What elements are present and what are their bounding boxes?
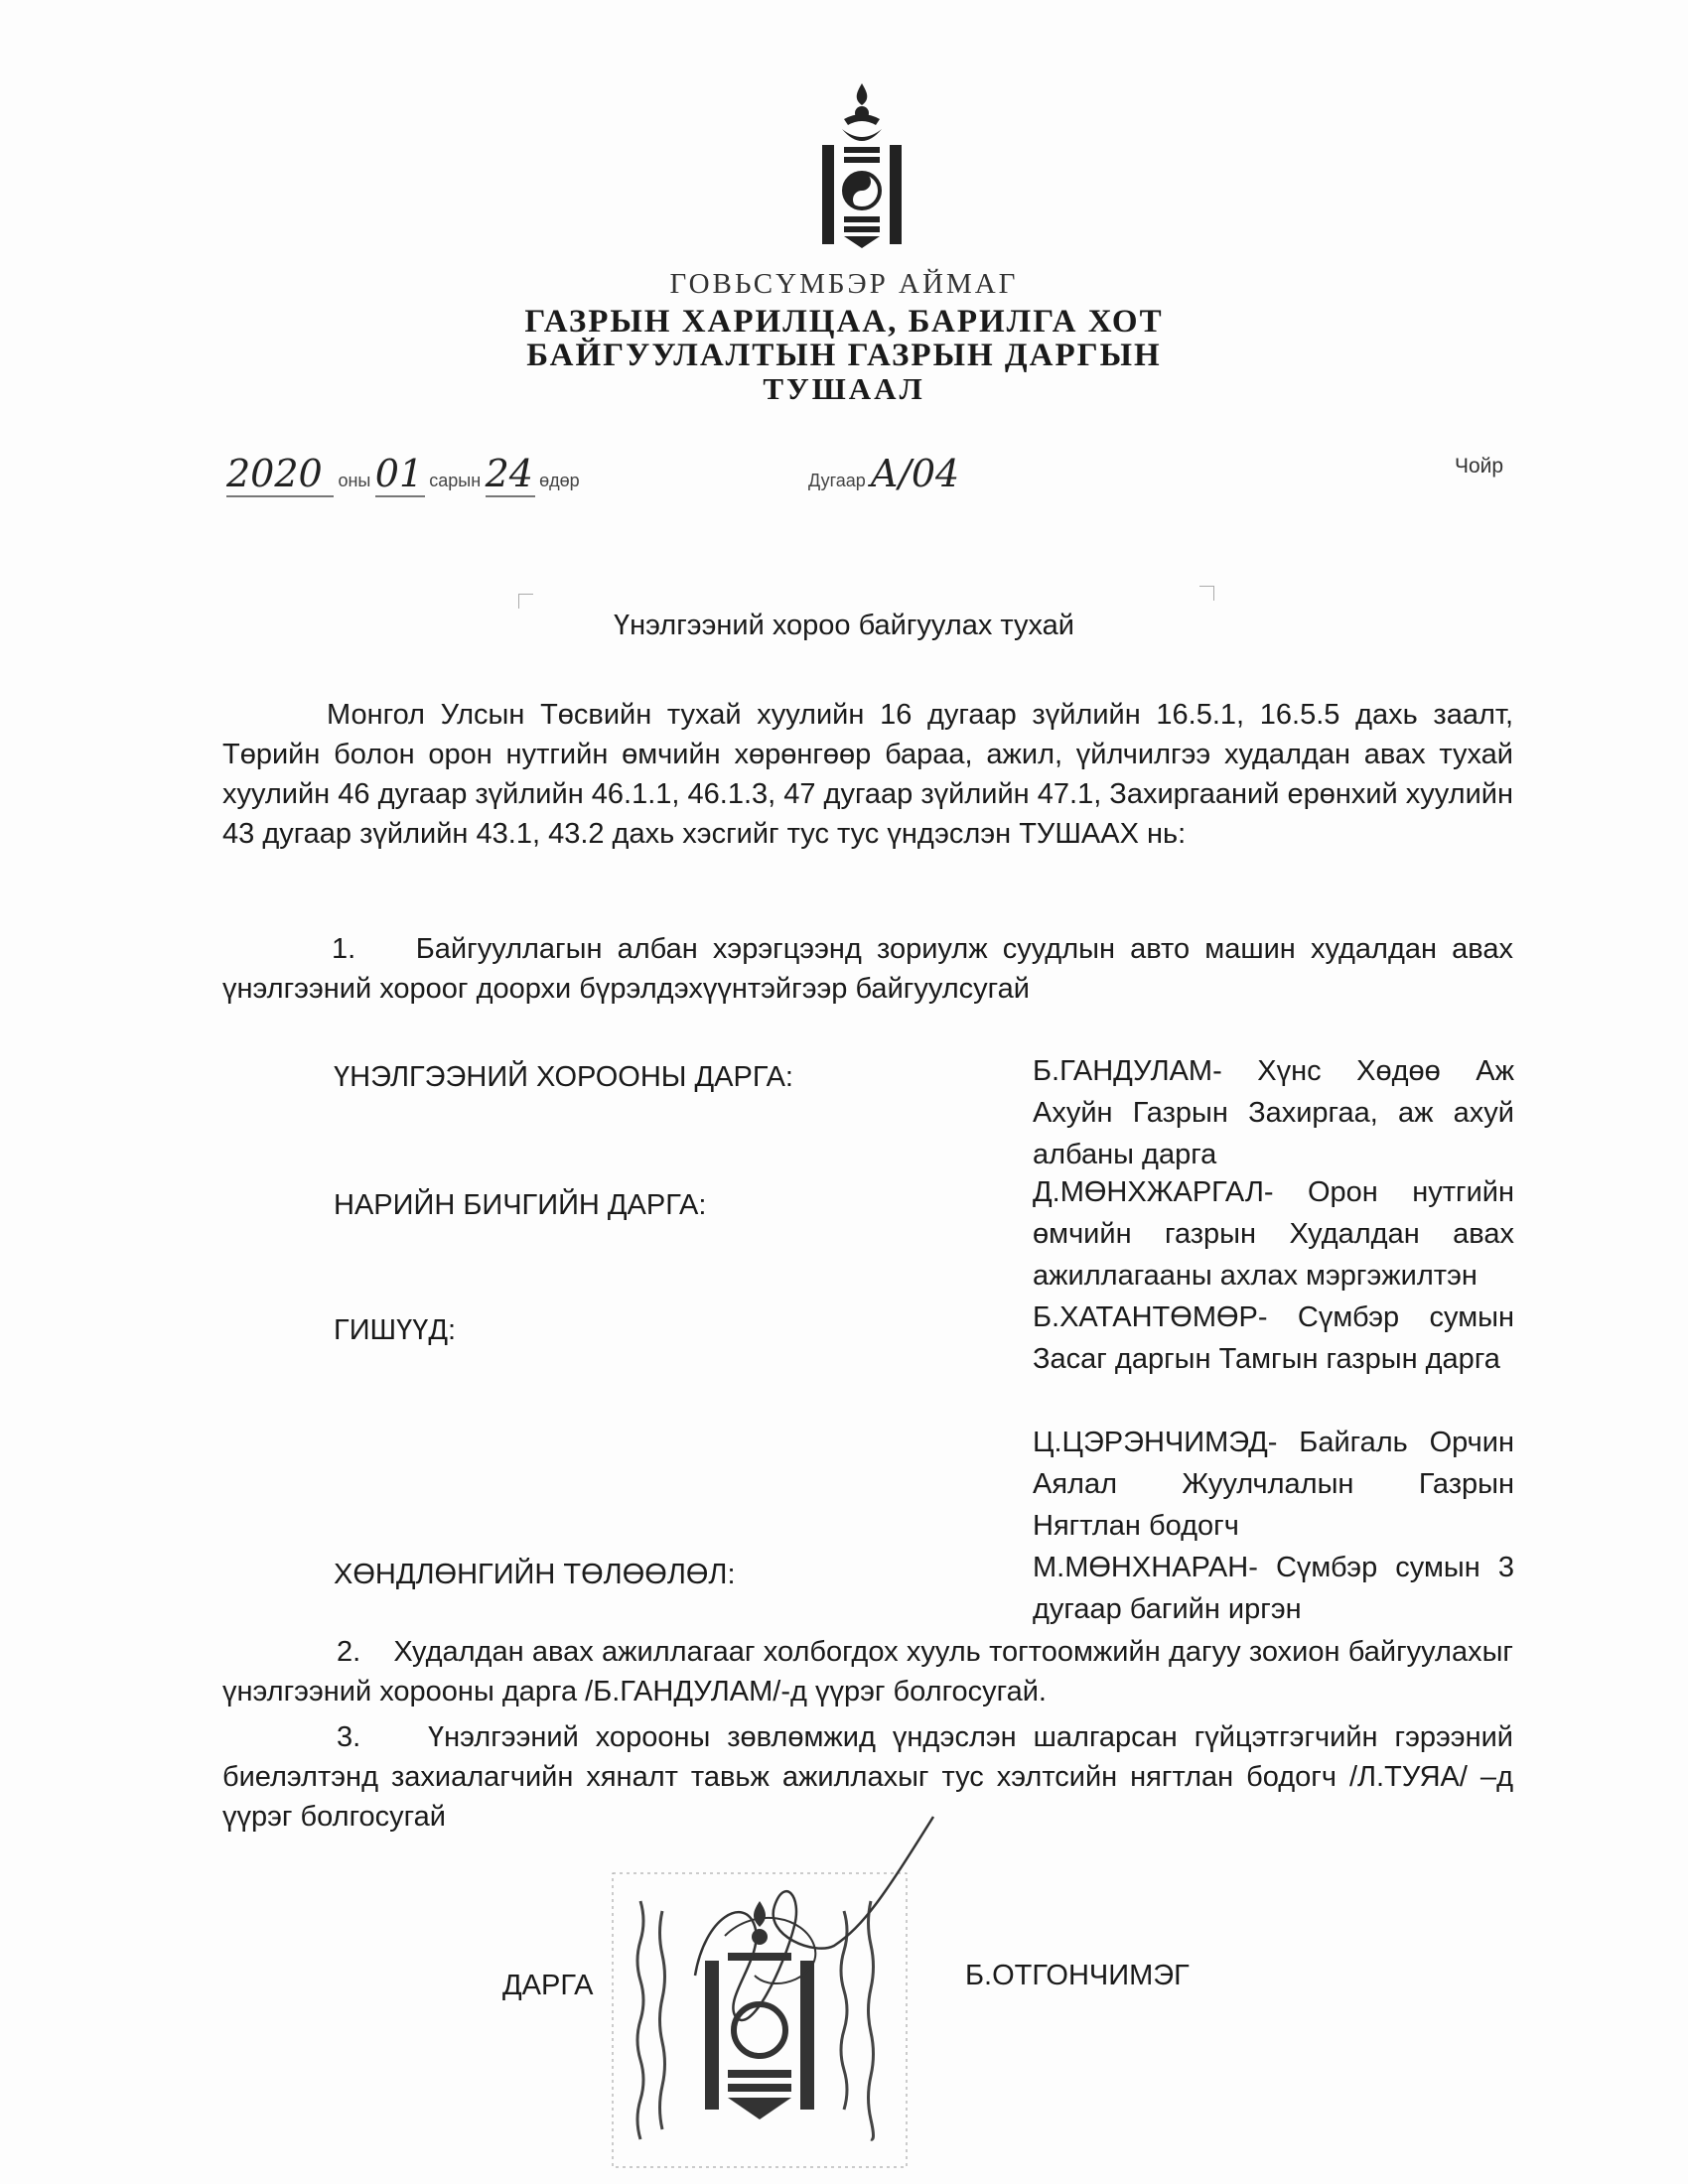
item-2-number: 2. (337, 1636, 361, 1668)
secretary-name: Д.МӨНХЖАРГАЛ- Орон нутгийн өмчийн газрын Худалдан авах ажиллагааны ахлах мэргэжилтэн (1033, 1176, 1514, 1292)
observer-role: ХӨНДЛӨНГИЙН ТӨЛӨӨЛӨЛ: (334, 1559, 736, 1590)
date-month: 01 (374, 452, 424, 495)
org-heading-line1: ГАЗРЫН ХАРИЛЦАА, БАРИЛГА ХОТ (524, 304, 1164, 340)
item-2 (222, 1632, 1513, 1711)
corner-mark-right (1199, 586, 1214, 601)
date-year: 2020 (226, 452, 334, 497)
org-heading-line2: БАЙГУУЛАЛТЫН ГАЗРЫН ДАРГЫН (526, 338, 1162, 373)
preamble-paragraph: Монгол Улсын Төсвийн тухай хуулийн 16 дугаар зүйлийн 16.5.1, 16.5.5 дахь заалт, Төрийн болон орон нутгийн өмчийн хөрөнгөөр бараа, ажил, үйлчилгээ худалдан авах тухай хуулийн 46 дугаар зүйлийн 46.1.1, 46.1.3, 47 дугаар зүйлийн 47.1, Захиргааний ерөнхий хуулийн 43 дугаар зүйлийн 43.1, 43.2 дахь хэсгийг тус тус үндэслэн ТУШААХ нь: (222, 699, 1514, 850)
soyombo-emblem-icon (814, 79, 910, 253)
province-heading: ГОВЬСҮМБЭР АЙМАГ (669, 268, 1019, 300)
doc-type-heading: ТУШААЛ (763, 371, 925, 406)
date-month-suffix: сарын (429, 471, 482, 490)
signatory-title: ДАРГА (502, 1970, 594, 2001)
order-number-label: Дугаар (808, 471, 866, 490)
order-number (808, 452, 1007, 501)
chair-role: ҮНЭЛГЭЭНИЙ ХОРООНЫ ДАРГА: (334, 1061, 793, 1093)
subject-title: Үнэлгээний хороо байгуулах тухай (613, 610, 1075, 641)
date-day-suffix: өдөр (539, 471, 580, 490)
item-3-number: 3. (337, 1721, 361, 1753)
handwritten-signature (635, 1807, 973, 2065)
chair-name: Б.ГАНДУЛАМ- Хүнс Хөдөө Аж Ахуйн Газрын Захиргаа, аж ахуй албаны дарга (1033, 1055, 1514, 1170)
dateline (226, 452, 643, 501)
date-year-suffix: оны (338, 471, 371, 490)
observer-name: М.МӨНХНАРАН- Сүмбэр сумын 3 дугаар багийн иргэн (1033, 1552, 1514, 1625)
item-1 (222, 929, 1513, 1009)
item-2-text: Худалдан авах ажиллагааг холбогдох хууль тогтоомжийн дагуу зохион байгуулахыг үнэлгээний хорооны дарга /Б.ГАНДУЛАМ/-д үүрэг болгосугай. (222, 1636, 1513, 1707)
date-day: 24 (485, 452, 533, 495)
issue-place: Чойр (1455, 455, 1504, 478)
secretary-role: НАРИЙН БИЧГИЙН ДАРГА: (334, 1189, 707, 1221)
member-1: Б.ХАТАНТӨМӨР- Сүмбэр сумын Засаг даргын Тамгын газрын дарга (1033, 1301, 1514, 1375)
member-2: Ц.ЦЭРЭНЧИМЭД- Байгаль Орчин Аялал Жуулчлалын Газрын Нягтлан бодогч (1033, 1427, 1514, 1542)
item-1-text: Байгууллагын албан хэрэгцээнд зориулж суудлын авто машин худалдан авах үнэлгээний хороог доорхи бүрэлдэхүүнтэйгээр байгуулсугай (222, 933, 1513, 1005)
corner-mark-left (518, 594, 533, 609)
signatory-name: Б.ОТГОНЧИМЭГ (965, 1960, 1190, 1991)
order-number-value: А/04 (870, 452, 960, 495)
item-3-text: Үнэлгээний хорооны зөвлөмжид үндэслэн шалгарсан гүйцэтгэгчийн гэрээний биелэлтэнд захиалагчийн хяналт тавьж ажиллахыг тус хэлтсийн нягтлан бодогч /Л.ТУЯА/ –д үүрэг болгосугай (222, 1721, 1514, 1833)
item-1-number: 1. (332, 933, 356, 965)
members-role: ГИШҮҮД: (334, 1314, 457, 1346)
